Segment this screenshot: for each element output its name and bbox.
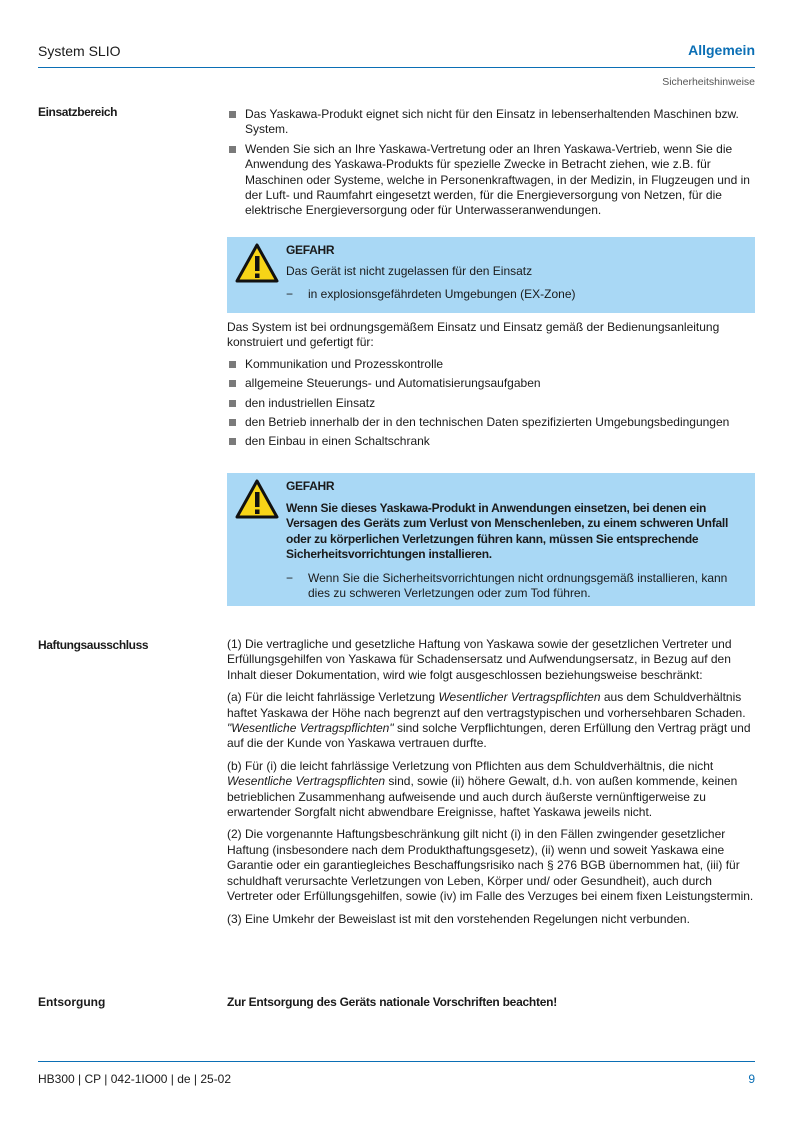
danger-dash-item: − Wenn Sie die Sicherheitsvorrichtungen nicht ordnungsgemäß installieren, kann dies zu schweren Verletzungen oder zum Tod führen.: [286, 570, 728, 601]
square-bullet-icon: [229, 380, 236, 387]
section-label-einsatzbereich: Einsatzbereich: [38, 105, 118, 119]
danger-text: Das Gerät ist nicht zugelassen für den Einsatz: [286, 264, 533, 278]
header-chapter: Allgemein: [688, 42, 755, 58]
haftung-paragraph-2: (2) Die vorgenannte Haftungsbeschränkung gilt nicht (i) in den Fällen zwingender gesetzlicher Haftung (insbesondere nach dem Produkthaftungsgesetz), (ii) wenn und soweit Yaskawa eine Garantie oder ein garantiegleiches Beschaffungsrisiko nach § 276 BGB übernommen hat, (iii) für schuldhaft verursachte Verletzungen von Leben, Körper und/ oder Gesundheit), auch durch Vertreter oder Erfüllungsgehilfen, sowie (iv) im Falle des Verzuges bei einem fixen Leistungstermin.: [227, 827, 754, 904]
danger-dash-item: − in explosionsgefährdeten Umgebungen (EX-Zone): [286, 287, 576, 302]
square-bullet-icon: [229, 146, 236, 153]
section-label-entsorgung: Entsorgung: [38, 995, 106, 1009]
square-bullet-icon: [229, 111, 236, 118]
entsorgung-text: Zur Entsorgung des Geräts nationale Vorschriften beachten!: [227, 995, 558, 1009]
list-item: den industriellen Einsatz: [227, 396, 755, 411]
square-bullet-icon: [229, 419, 236, 426]
page-number: 9: [748, 1072, 755, 1086]
haftung-text: [227, 637, 755, 934]
warning-triangle-icon: [235, 243, 279, 283]
dash-marker: −: [286, 287, 294, 302]
warning-triangle-icon: [235, 479, 279, 519]
footer-rule: [38, 1061, 755, 1062]
square-bullet-icon: [229, 361, 236, 368]
footer-doc-id: HB300 | CP | 042-1IO00 | de | 25-02: [38, 1072, 232, 1086]
header-product: System SLIO: [38, 43, 121, 59]
header-rule: [38, 67, 755, 68]
haftung-paragraph-3: (3) Eine Umkehr der Beweislast ist mit den vorstehenden Regelungen nicht verbunden.: [227, 911, 690, 926]
danger-bold-text: Wenn Sie dieses Yaskawa-Produkt in Anwendungen einsetzen, bei denen ein Versagen des Geräts zum Verlust von Menschenleben, zu einem schweren Unfall oder zu körperlichen Verletzungen führen kann, müssen Sie entsprechende Sicherheitsvorrichtungen installieren.: [286, 501, 729, 562]
einsatz-bullet-list: [227, 107, 755, 223]
haftung-paragraph-a: (a) Für die leicht fahrlässige Verletzung Wesentlicher Vertragspflichten aus dem Schuldverhältnis haftet Yaskawa der Höhe nach begrenzt auf den vertragstypischen und vorhersehbaren Schaden. "Wesentliche Vertragspflichten" sind solche Verpflichtungen, deren Erfüllung den Vertrag prägt und auf die der Kunde von Yaskawa vertrauen durfte.: [227, 690, 751, 751]
list-item: allgemeine Steuerungs- und Automatisierungsaufgaben: [227, 376, 755, 391]
danger-box-ex-zone: [227, 237, 755, 313]
list-item: den Einbau in einen Schaltschrank: [227, 434, 755, 449]
list-item: Kommunikation und Prozesskontrolle: [227, 357, 755, 372]
haftung-paragraph-b: (b) Für (i) die leicht fahrlässige Verletzung von Pflichten aus dem Schuldverhältnis, die nicht Wesentliche Vertragspflichten sind, sowie (ii) höhere Gewalt, d.h. von außen kommende, keinen betrieblichen Zusammenhang aufweisende und auch durch äußerste vernünftigerweise zu erwartender Sorgfalt nicht abwendbare Ereignisse, haftet Yaskawa jeweils nicht.: [227, 758, 738, 820]
header-section: Sicherheitshinweise: [662, 76, 755, 88]
list-item: Das Yaskawa-Produkt eignet sich nicht für den Einsatz in lebenserhaltenden Maschinen bzw. System.: [227, 107, 755, 138]
danger-title: GEFAHR: [286, 479, 335, 493]
section-label-haftungsausschluss: Haftungsausschluss: [38, 638, 149, 652]
danger-box-safety-devices: [227, 473, 755, 606]
uses-intro: Das System ist bei ordnungsgemäßem Einsatz und Einsatz gemäß der Bedienungsanleitung konstruiert und gefertigt für:: [227, 320, 720, 350]
list-item: den Betrieb innerhalb der in den technischen Daten spezifizierten Umgebungsbedingungen: [227, 415, 755, 430]
einsatz-uses: [227, 320, 755, 454]
haftung-paragraph-1: (1) Die vertragliche und gesetzliche Haftung von Yaskawa sowie der gesetzlichen Vertreter und Erfüllungsgehilfen von Yaskawa für Schadensersatz und Aufwendungsersatz, in Bezug auf den Inhalt dieser Dokumentation, wird wie folgt ausgeschlossen beziehungsweise beschränkt:: [227, 637, 732, 682]
list-item: Wenden Sie sich an Ihre Yaskawa-Vertretung oder an Ihren Yaskawa-Vertrieb, wenn Sie die Anwendung des Yaskawa-Produkts für spezielle Zwecke in Betracht ziehen, wie z.B. für Maschinen oder Systeme, welche in Personenkraftwagen, in der Medizin, in Flugzeugen und in der Luft- und Raumfahrt eingesetzt werden, für die Energieversorgung von Netzen, für die elektrische Energieversorgung oder für Unterwasseranwendungen.: [227, 142, 755, 219]
danger-title: GEFAHR: [286, 243, 335, 257]
square-bullet-icon: [229, 400, 236, 407]
square-bullet-icon: [229, 438, 236, 445]
dash-marker: −: [286, 570, 294, 585]
